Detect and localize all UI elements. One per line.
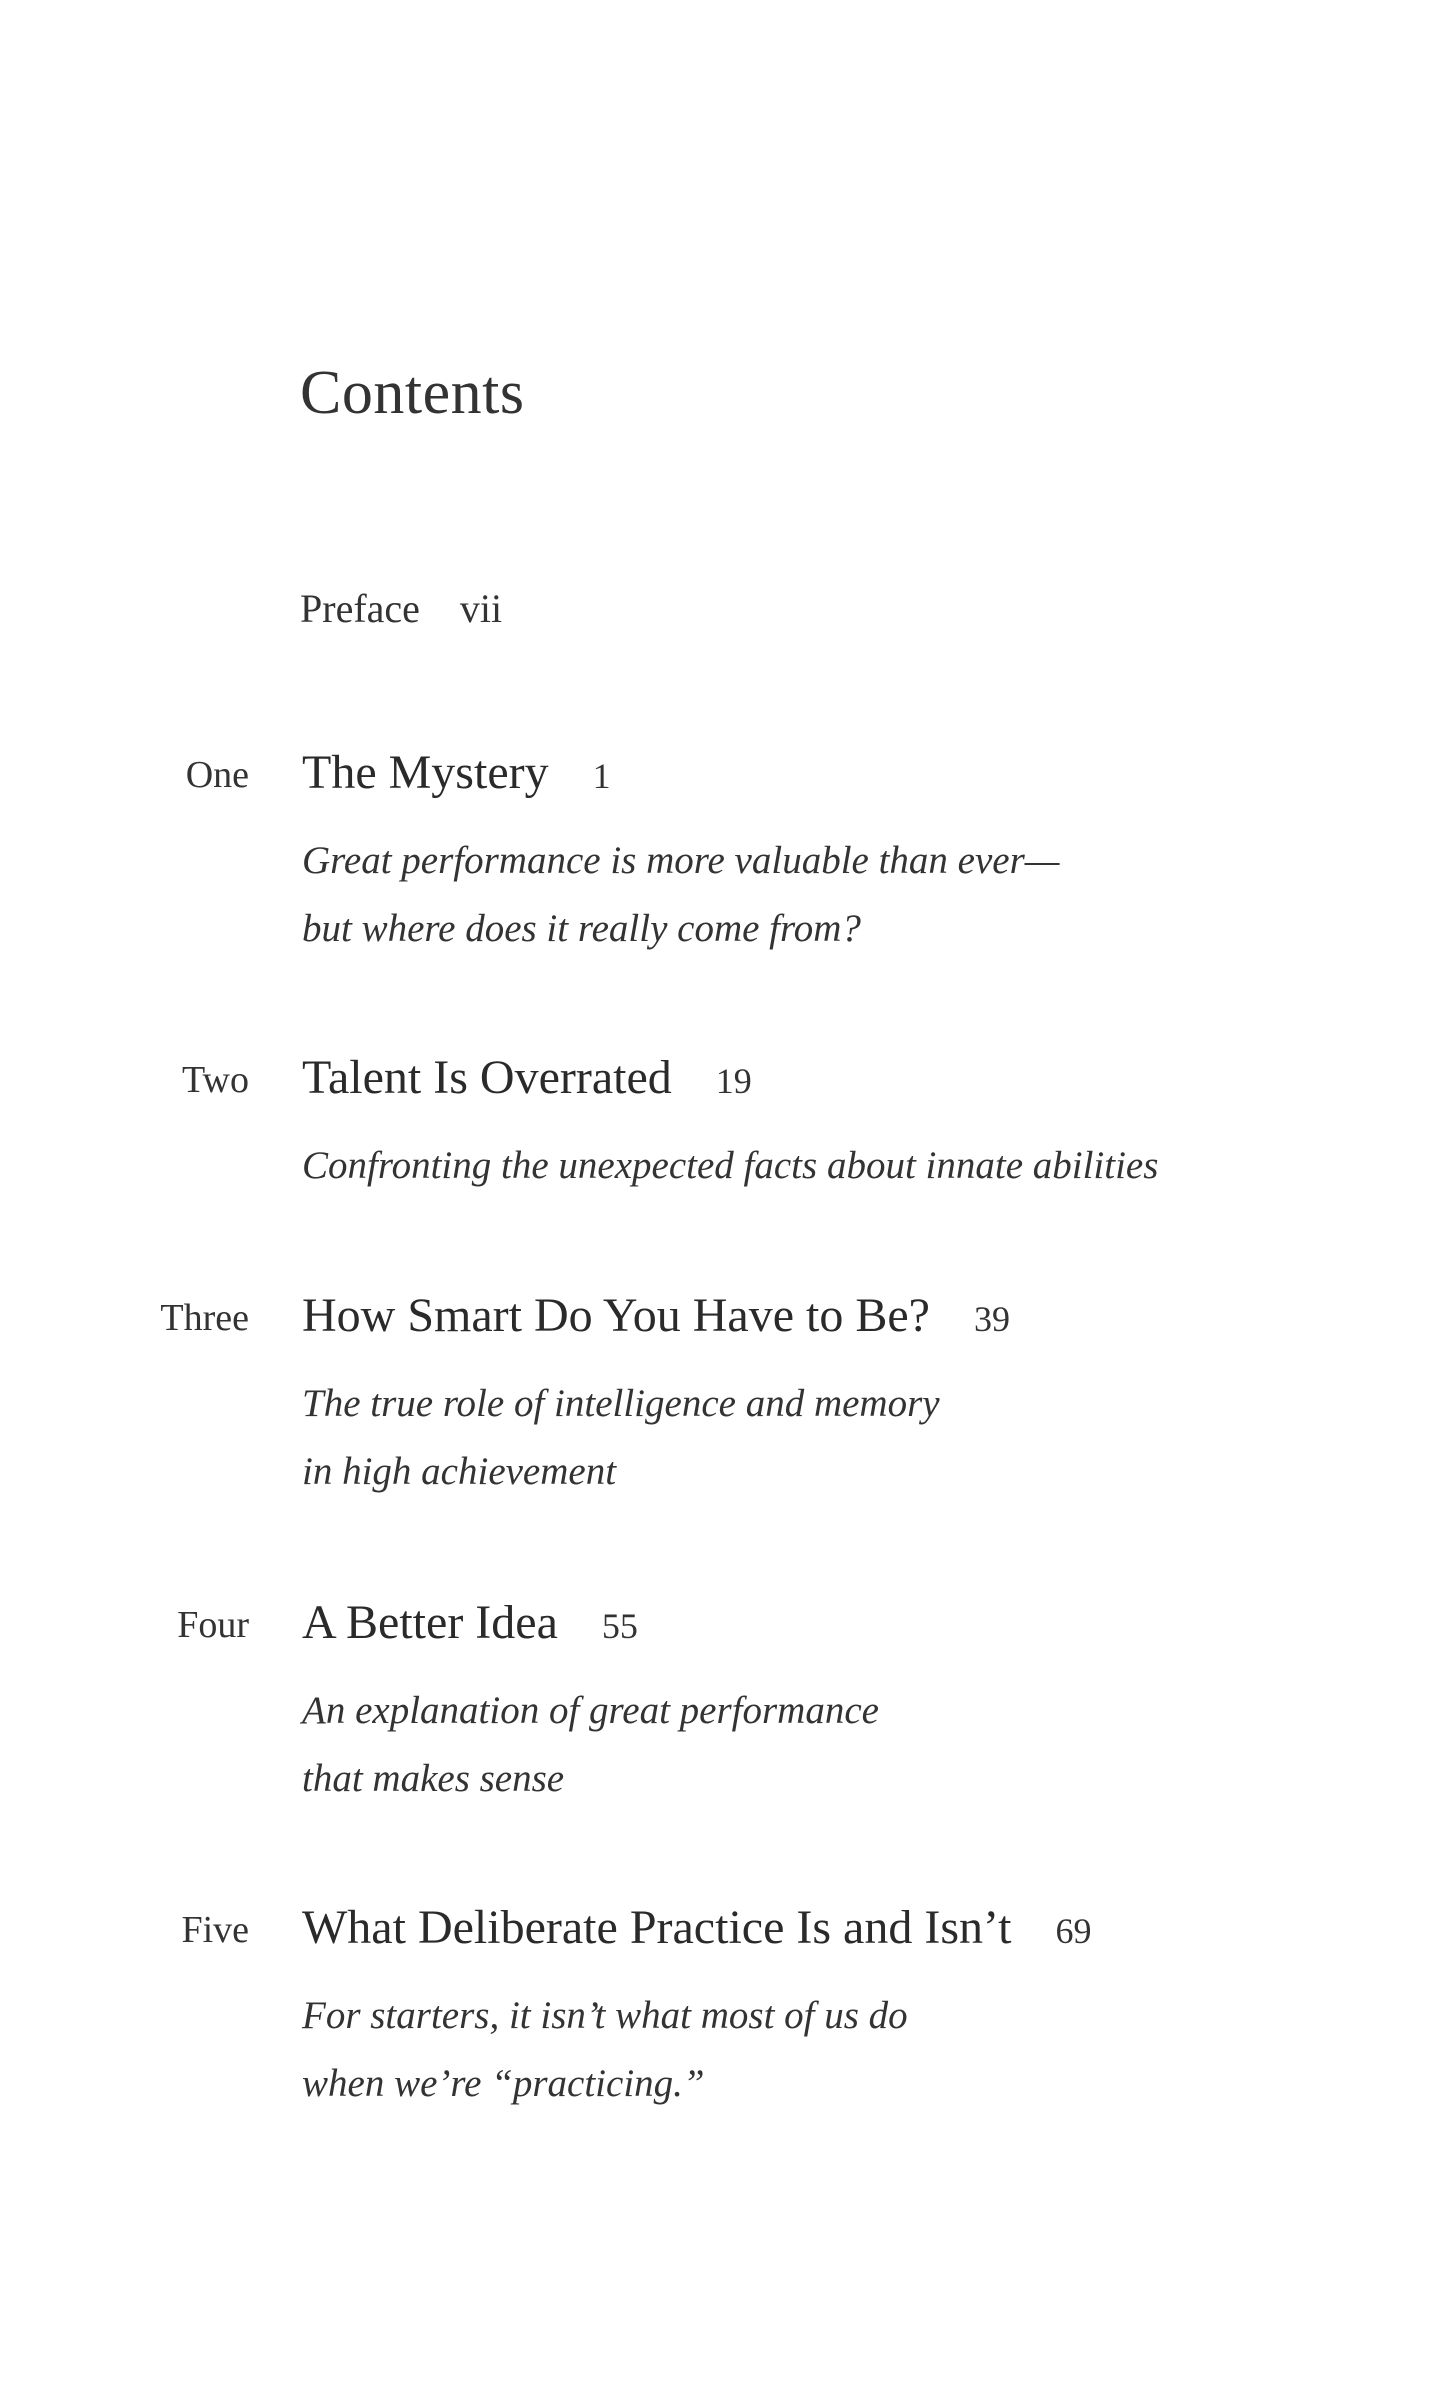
chapter-title: How Smart Do You Have to Be? — [302, 1289, 930, 1342]
chapter-number: Two — [181, 1059, 249, 1101]
chapter-page-number: 69 — [1055, 1911, 1092, 1951]
chapter-title: The Mystery — [302, 746, 549, 799]
chapter-description-line: in high achievement — [302, 1450, 617, 1493]
chapter-number: Three — [160, 1297, 249, 1339]
chapter-description-line: Confronting the unexpected facts about innate abilities — [302, 1144, 1159, 1187]
page-title: Contents — [300, 359, 525, 427]
chapter-description-line: that makes sense — [302, 1757, 565, 1800]
chapter-title-line — [302, 1288, 1010, 1343]
preface-entry — [300, 585, 502, 632]
chapter-description-line: The true role of intelligence and memory — [302, 1382, 940, 1425]
chapter-title-line — [302, 745, 611, 800]
chapter-page-number: 39 — [973, 1299, 1010, 1339]
chapter-description-line: when we’re “practicing.” — [302, 2062, 705, 2105]
chapter-description — [302, 827, 1059, 963]
chapter-description-line: For starters, it isn’t what most of us do — [302, 1994, 908, 2037]
chapter-description — [302, 1677, 879, 1813]
chapter-description-line: but where does it really come from? — [302, 907, 861, 950]
chapter-number: One — [185, 754, 249, 796]
chapter-title: Talent Is Overrated — [302, 1051, 672, 1104]
chapter-description — [302, 1982, 908, 2118]
chapter-description — [302, 1370, 940, 1506]
chapter-description — [302, 1132, 1158, 1200]
preface-label: Preface — [300, 586, 420, 631]
chapter-title: What Deliberate Practice Is and Isn’t — [302, 1901, 1012, 1954]
chapter-title-line — [302, 1050, 752, 1105]
chapter-page-number: 55 — [601, 1606, 638, 1646]
chapter-title-line — [302, 1595, 638, 1650]
chapter-number: Five — [181, 1909, 249, 1951]
chapter-title: A Better Idea — [302, 1596, 558, 1649]
chapter-number: Four — [177, 1604, 249, 1646]
preface-page-number: vii — [459, 586, 503, 631]
chapter-page-number: 1 — [592, 756, 611, 796]
chapter-page-number: 19 — [715, 1061, 752, 1101]
chapter-description-line: An explanation of great performance — [302, 1689, 879, 1732]
chapter-title-line — [302, 1900, 1091, 1955]
chapter-description-line: Great performance is more valuable than ever— — [302, 839, 1060, 882]
